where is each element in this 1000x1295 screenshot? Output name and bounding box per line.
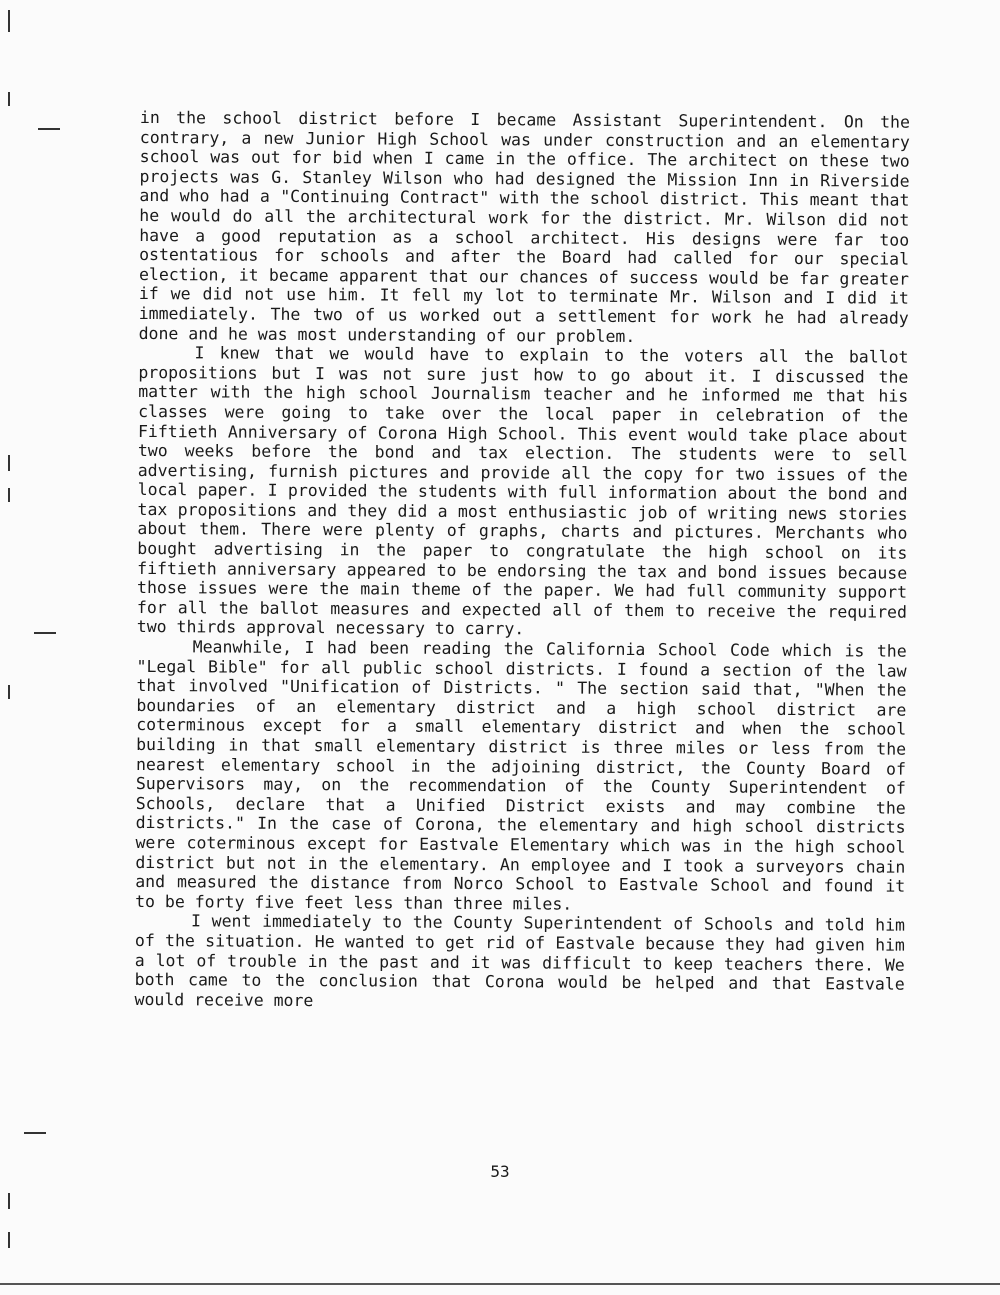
paragraph: Meanwhile, I had been reading the California School Code which is the "Legal Bible" for all public school districts. I found a section of the law that involved "Unification of Districts. " The section said that, "When the boundaries of an elementary district and a high school district are coterminous except for a small elementary district and when the school building in that small elementary district is three miles or less from the nearest elementary school in the adjoining district, the County Board of Supervisors may, on the recommendation of the County Superintendent of Schools, declare that a Unified District exists and may combine the districts." In the case of Corona, the elementary and high school districts were coterminous except for Eastvale Elementary which was in the high school district but not in the elementary. An employee and I took a surveyors chain and measured the distance from Norco School to Eastvale School and found it to be forty five feet less than three miles. bbox=[135, 637, 907, 914]
body-text bbox=[134, 108, 909, 1014]
scan-mark bbox=[8, 1232, 10, 1248]
paragraph: in the school district before I became Assistant Superintendent. On the contrary, a new Junior High School was under construction and an elementary school was out for bid when I came in the office. The architect on these two projects was G. Stanley Wilson who had designed the Mission Inn in Riverside and who had a "Continuing Contract" with the school district. This meant that he would do all the architectural work for the district. Mr. Wilson did not have a good reputation as a school architect. His designs were far too ostentatious for schools and after the Board had called for our special election, it became apparent that our chances of success would be far greater if we did not use him. It fell my lot to terminate Mr. Wilson and I did it immediately. The two of us worked out a settlement for work he had already done and he was most understanding of our problem. bbox=[138, 108, 910, 346]
scan-mark bbox=[24, 1132, 46, 1134]
paragraph: I went immediately to the County Superintendent of Schools and told him of the situation. He wanted to get rid of Eastvale because they had given him a lot of trouble in the past and it was difficult to keep teachers there. We both came to the conclusion that Corona would be helped and that Eastvale would receive more bbox=[134, 911, 906, 1010]
paragraph: I knew that we would have to explain to the voters all the ballot propositions but I was not sure just how to go about it. I discussed the matter with the high school Journalism teacher and he informed me that his classes were going to take over the local paper in celebration of the Fiftieth Anniversary of Corona High School. This event would take place about two weeks before the bond and tax election. The students were to sell advertising, furnish pictures and provide all the copy for two issues of the local paper. I provided the students with full information about the bond and tax propositions and they did a most enthusiastic job of writing news stories about them. There were plenty of graphs, charts and pictures. Merchants who bought advertising in the paper to congratulate the high school on its fiftieth anniversary appeared to be endorsing the tax and bond issues because those issues were the main theme of the paper. We had full community support for all the ballot measures and expected all of them to receive the required two thirds approval necessary to carry. bbox=[136, 343, 909, 639]
scan-mark bbox=[8, 455, 10, 471]
scan-mark bbox=[8, 92, 10, 106]
page-bottom-edge bbox=[0, 1283, 1000, 1285]
scan-mark bbox=[8, 488, 10, 502]
page-number: 53 bbox=[490, 1162, 510, 1181]
scan-mark bbox=[8, 1193, 10, 1209]
scan-mark bbox=[8, 10, 10, 32]
scan-mark bbox=[34, 632, 56, 634]
scan-mark bbox=[38, 128, 60, 130]
scan-mark bbox=[8, 685, 10, 699]
